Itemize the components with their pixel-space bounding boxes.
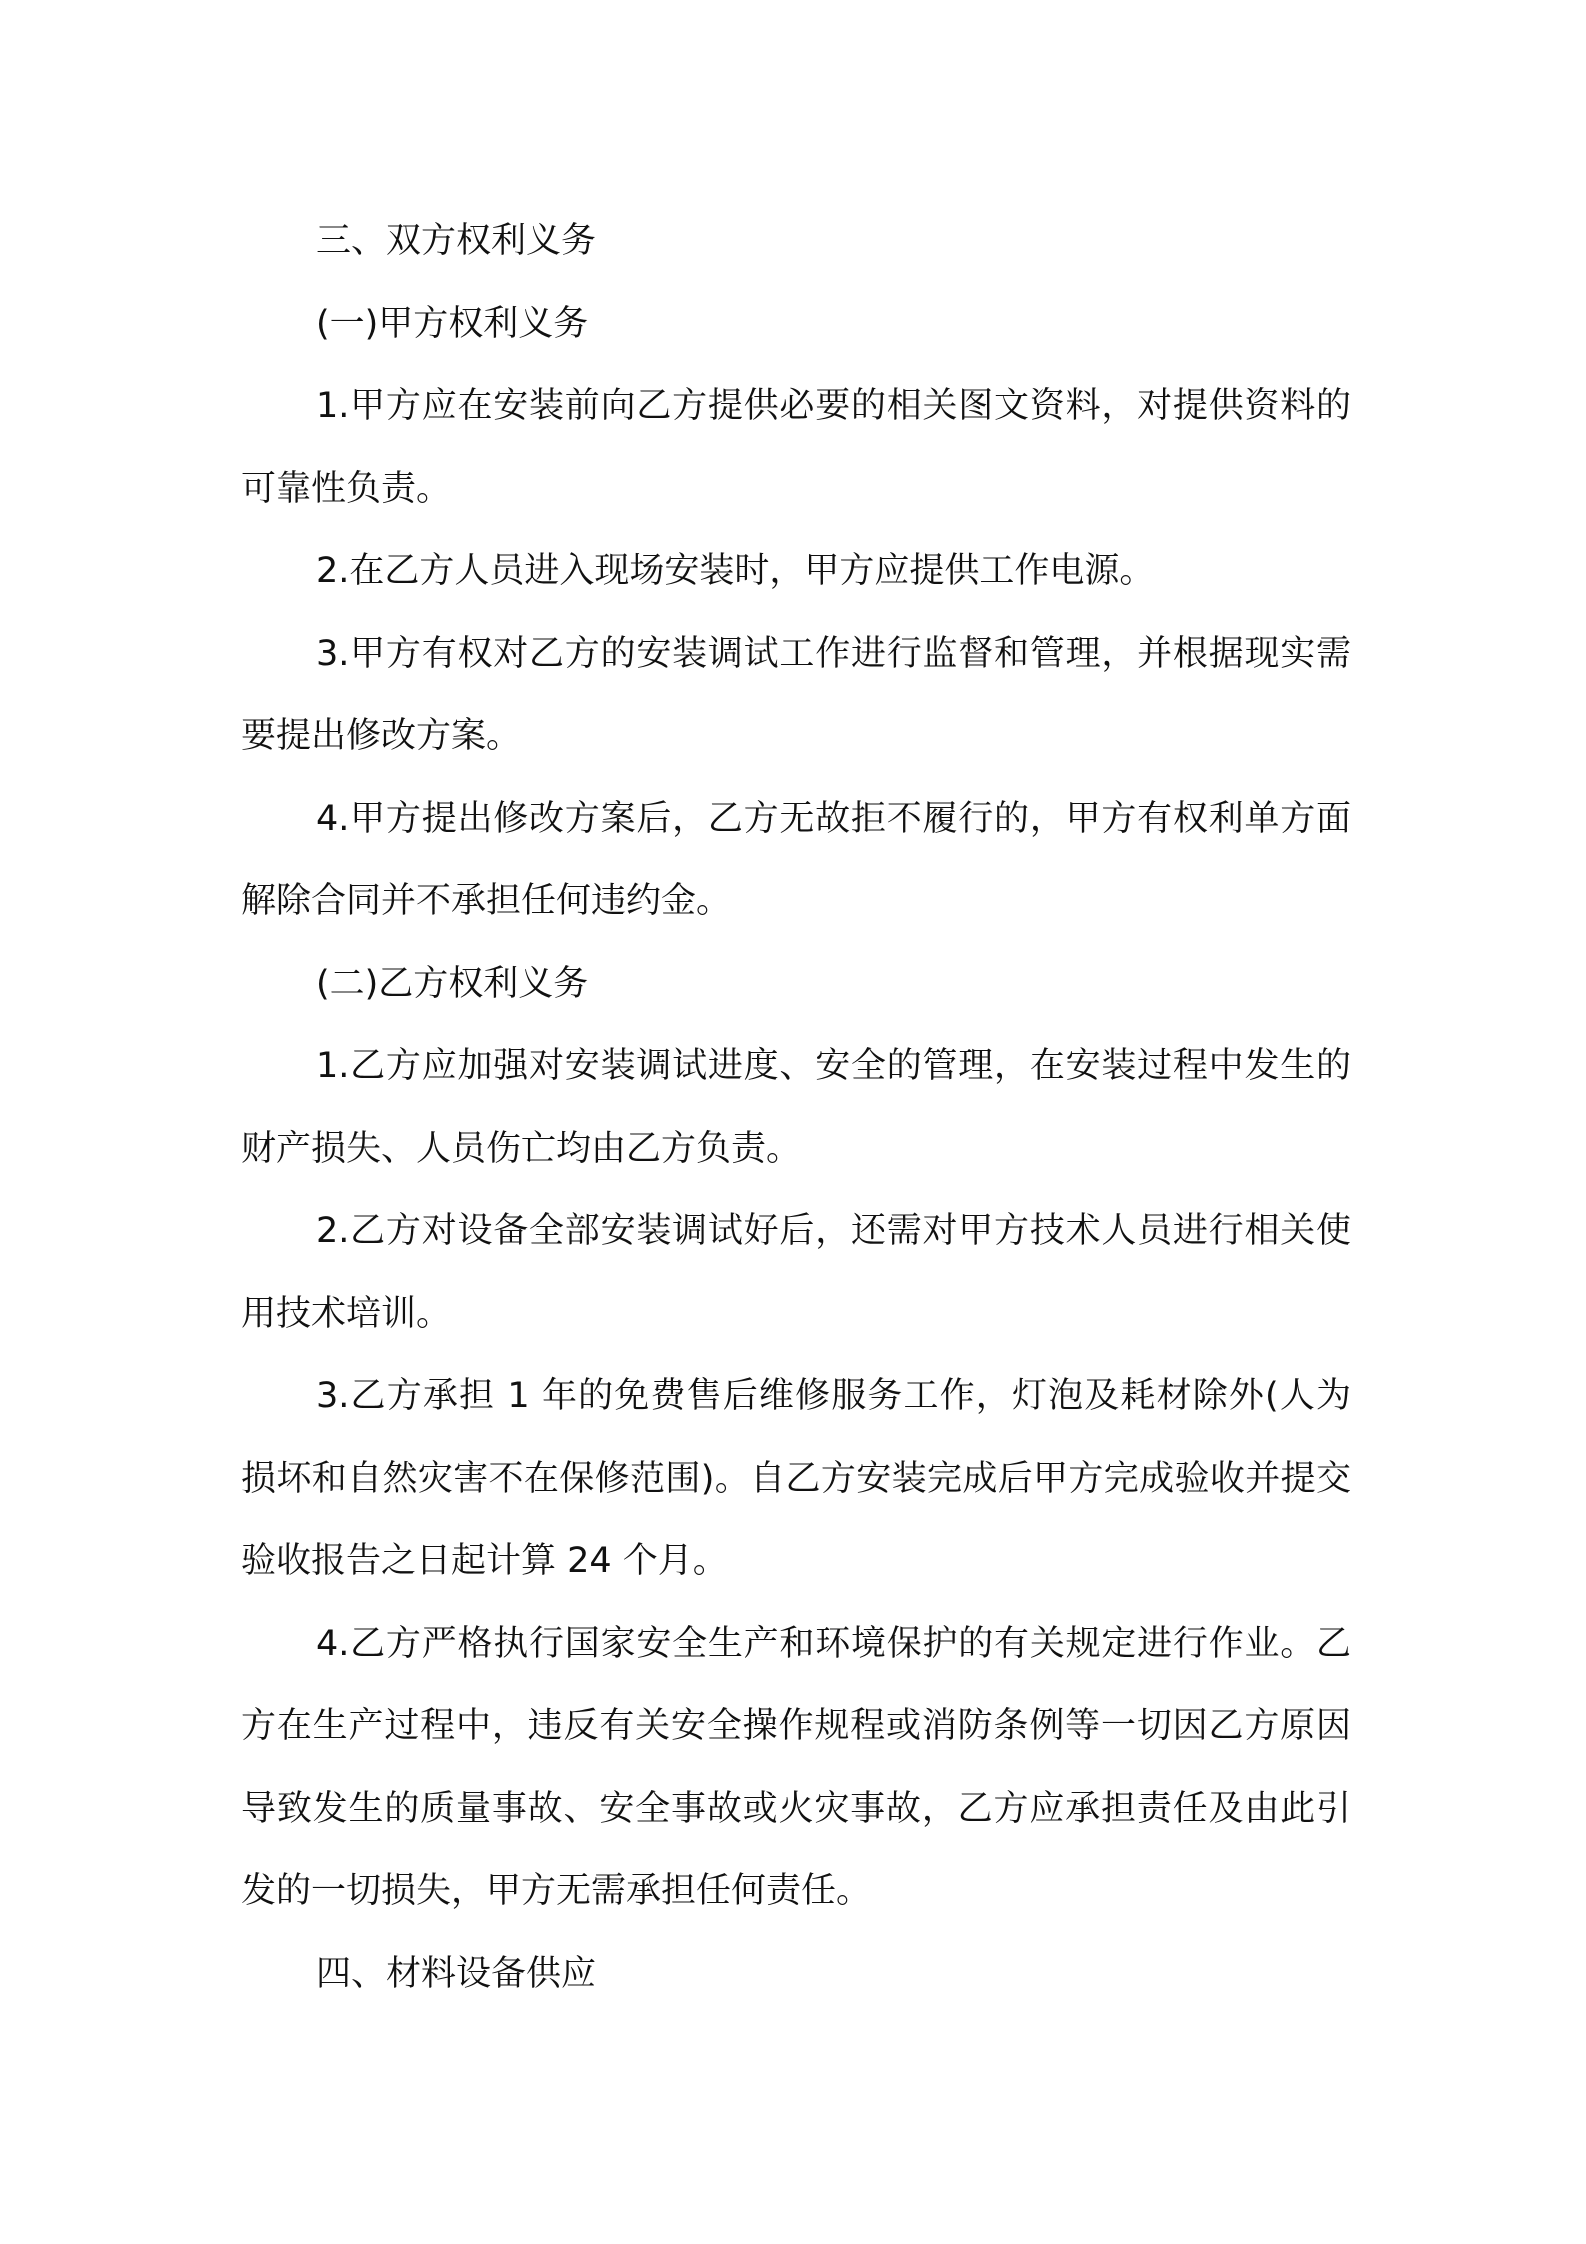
section-heading-rights-obligations: 三、双方权利义务 [316, 221, 597, 261]
paragraph-party-b-item-2: 2.乙方对设备全部安装调试好后，还需对甲方技术人员进行相关使用技术培训。 [241, 1211, 1351, 1334]
section-heading-materials-supply: 四、材料设备供应 [316, 1953, 597, 1994]
subsection-heading-party-b: (二)乙方权利义务 [316, 963, 589, 1004]
subsection-heading-party-a: (一)甲方权利义务 [316, 303, 589, 344]
paragraph-party-a-item-3: 3.甲方有权对乙方的安装调试工作进行监督和管理，并根据现实需要提出修改方案。 [241, 633, 1351, 756]
paragraph-party-b-item-3: 3.乙方承担 1 年的免费售后维修服务工作，灯泡及耗材除外(人为损坏和自然灾害不在保修范围)。自乙方安装完成后甲方完成验收并提交验收报告之日起计算 24 个月。 [241, 1376, 1351, 1581]
paragraph-party-a-item-1: 1.甲方应在安装前向乙方提供必要的相关图文资料，对提供资料的可靠性负责。 [241, 386, 1351, 509]
paragraph-party-a-item-2: 2.在乙方人员进入现场安装时，甲方应提供工作电源。 [316, 551, 1155, 591]
document-body [241, 200, 1351, 2015]
paragraph-party-b-item-1: 1.乙方应加强对安装调试进度、安全的管理，在安装过程中发生的财产损失、人员伤亡均由乙方负责。 [241, 1046, 1351, 1169]
paragraph-party-a-item-4: 4.甲方提出修改方案后，乙方无故拒不履行的，甲方有权利单方面解除合同并不承担任何违约金。 [241, 798, 1351, 921]
paragraph-party-b-item-4: 4.乙方严格执行国家安全生产和环境保护的有关规定进行作业。乙方在生产过程中，违反有关安全操作规程或消防条例等一切因乙方原因导致发生的质量事故、安全事故或火灾事故，乙方应承担责任及由此引发的一切损失，甲方无需承担任何责任。 [241, 1623, 1351, 1911]
